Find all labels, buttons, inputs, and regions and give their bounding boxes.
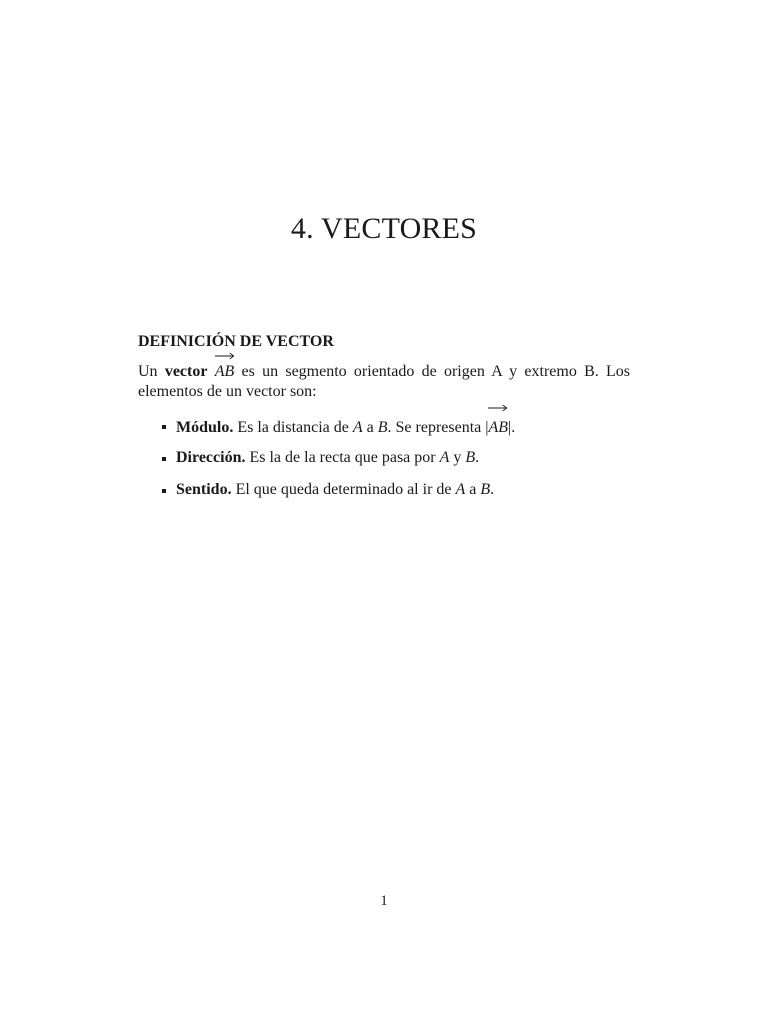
- vector-ab-label: AB: [214, 363, 235, 380]
- intro-paragraph: [138, 360, 630, 402]
- chapter-title: 4. VECTORES: [290, 212, 478, 245]
- math-variable: A: [352, 419, 363, 436]
- math-variable: A: [455, 481, 466, 498]
- term-direccion: Dirección.: [176, 449, 246, 466]
- item-text: y: [449, 449, 466, 466]
- intro-bold-word: vector: [164, 363, 208, 380]
- list-item-direccion: [160, 444, 640, 476]
- vector-arrow-icon: [215, 352, 235, 360]
- vector-ab-symbol: [488, 412, 508, 442]
- item-text: Es la de la recta que pasa por: [245, 449, 440, 466]
- term-modulo: Módulo.: [176, 419, 234, 436]
- intro-suffix: es un segmento orientado de origen A y extremo B. Los elementos de un vector son:: [138, 363, 630, 400]
- item-text: .: [490, 481, 495, 498]
- item-text: a: [465, 481, 481, 498]
- intro-prefix: Un: [138, 363, 165, 380]
- term-sentido: Sentido.: [176, 481, 232, 498]
- item-text: . Se representa |: [387, 419, 489, 436]
- vector-ab-symbol: [215, 360, 235, 382]
- section-heading: DEFINICIÓN DE VECTOR: [138, 333, 334, 350]
- math-variable: B: [480, 481, 491, 498]
- item-text: .: [475, 449, 480, 466]
- vector-ab-label: AB: [488, 419, 509, 436]
- list-item-sentido: [160, 476, 640, 508]
- vector-arrow-icon: [488, 404, 508, 412]
- bullet-icon: [162, 425, 166, 429]
- bullet-icon: [162, 457, 166, 461]
- item-text: |.: [508, 419, 516, 436]
- math-variable: A: [439, 449, 450, 466]
- list-item-modulo: [160, 412, 640, 444]
- math-variable: B: [465, 449, 476, 466]
- item-text: Es la distancia de: [233, 419, 353, 436]
- item-text: a: [362, 419, 378, 436]
- page-number: 1: [380, 893, 388, 909]
- item-text: El que queda determinado al ir de: [231, 481, 456, 498]
- vector-elements-list: [160, 412, 640, 508]
- bullet-icon: [162, 489, 166, 493]
- math-variable: B: [377, 419, 388, 436]
